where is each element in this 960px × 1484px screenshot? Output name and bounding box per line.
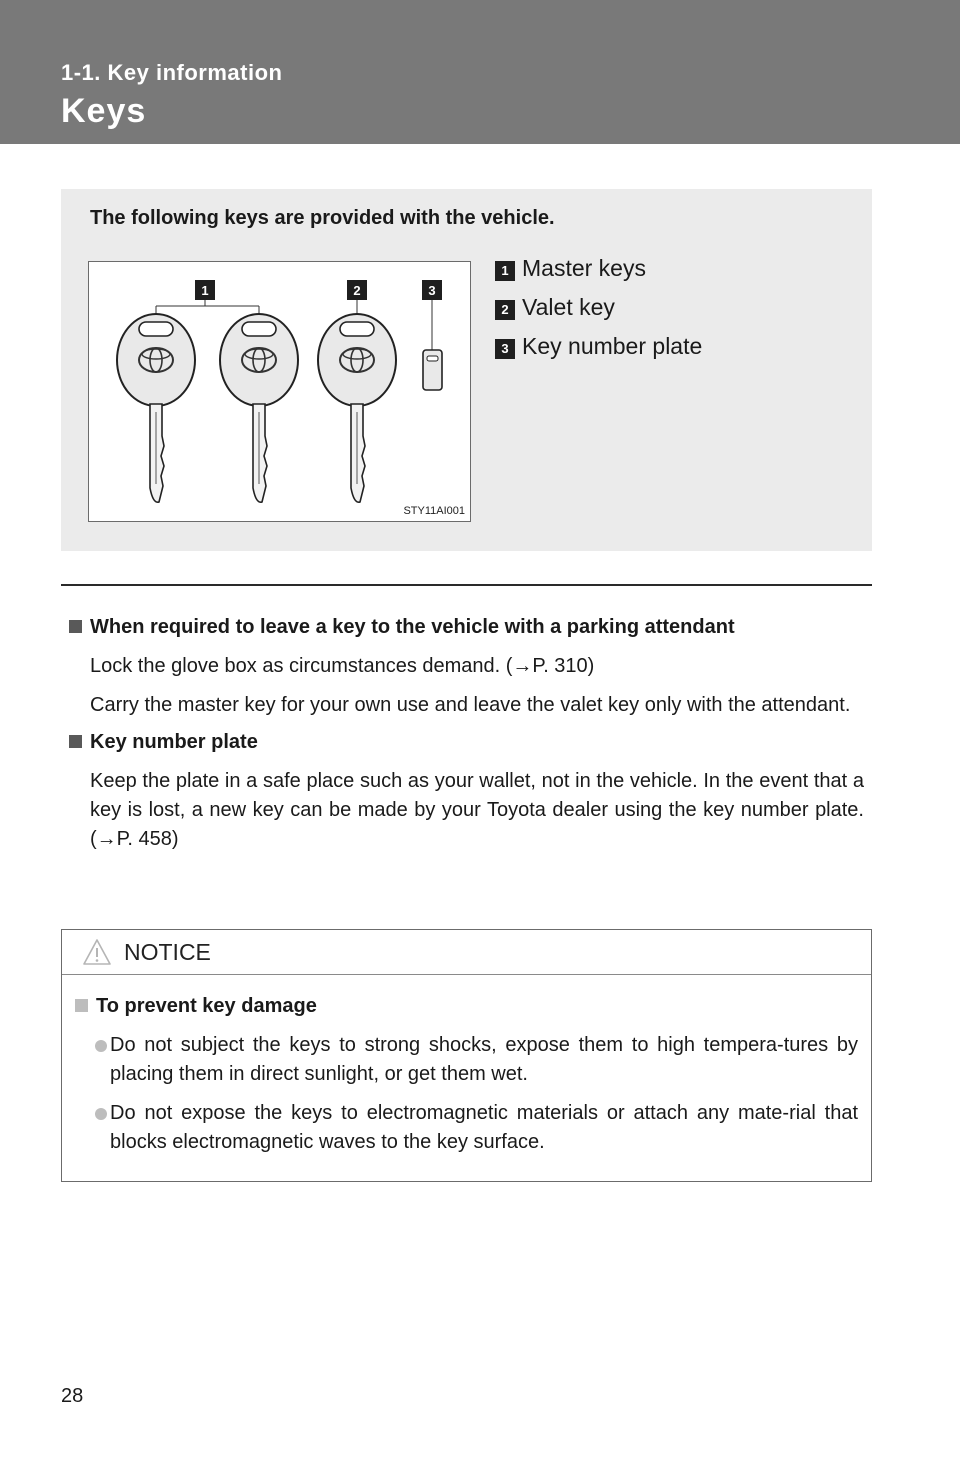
page-header [0,0,960,144]
svg-text:1: 1 [201,283,209,298]
notice-box [61,929,872,1182]
notice-label: NOTICE [124,939,211,965]
page-number: 28 [61,1385,84,1407]
note-paragraph: Carry the master key for your own use and leave the valet key only with the attendant. [90,694,851,716]
notice-bullet-text: Do not subject the keys to strong shocks, expose them to high tempera-tures by placing them in direct sunlight, or get them wet. [110,1034,858,1085]
legend-label: Valet key [522,294,615,320]
callout-badge-3 [422,280,442,300]
key-drawing [220,314,298,502]
section-label: 1-1. Key information [61,60,283,85]
notice-header [62,930,871,975]
bullet-dot-icon [95,1108,107,1120]
key-drawing [318,314,396,502]
page-title: Keys [61,92,147,130]
figure-code: STY11AI001 [403,505,465,517]
callout-badge-1 [195,280,215,300]
notice-heading [75,993,858,1019]
notice-bullet [75,1031,858,1089]
warning-triangle-icon [82,938,112,966]
note-paragraph: Keep the plate in a safe place such as your wallet, not in the vehicle. In the event that a key is lost, a new key can be made by your Toyota dealer using the key number plate. (→P. 458) [90,770,864,850]
notice-bullet-text: Do not expose the keys to electromagnetic materials or attach any mate-rial that blocks electromagnetic waves to the key surface. [110,1102,858,1153]
keys-illustration [88,261,471,522]
square-bullet-icon [75,999,88,1012]
notice-body [75,993,858,1167]
keys-drawing [89,262,470,521]
note-paragraph: Lock the glove box as circumstances demand. (→P. 310) [90,655,595,677]
svg-text:3: 3 [428,283,436,298]
number-badge: 2 [495,300,515,320]
svg-text:2: 2 [353,283,361,298]
legend-label: Master keys [522,255,646,281]
number-badge: 1 [495,261,515,281]
section-divider [61,584,872,586]
key-number-plate-drawing [423,350,442,390]
legend-label: Key number plate [522,333,703,359]
square-bullet-icon [69,735,82,748]
bullet-dot-icon [95,1040,107,1052]
key-drawing [117,314,195,502]
note-heading [69,614,864,640]
note-heading-text: When required to leave a key to the vehicle with a parking attendant [90,616,735,638]
notice-bullet [75,1099,858,1157]
note-heading [69,729,864,755]
intro-box [61,189,872,551]
square-bullet-icon [69,620,82,633]
number-badge: 3 [495,339,515,359]
intro-text: The following keys are provided with the vehicle. [90,207,555,229]
notes-section [69,614,864,864]
notice-heading-text: To prevent key damage [96,995,317,1017]
callout-badge-2 [347,280,367,300]
note-heading-text: Key number plate [90,731,258,753]
